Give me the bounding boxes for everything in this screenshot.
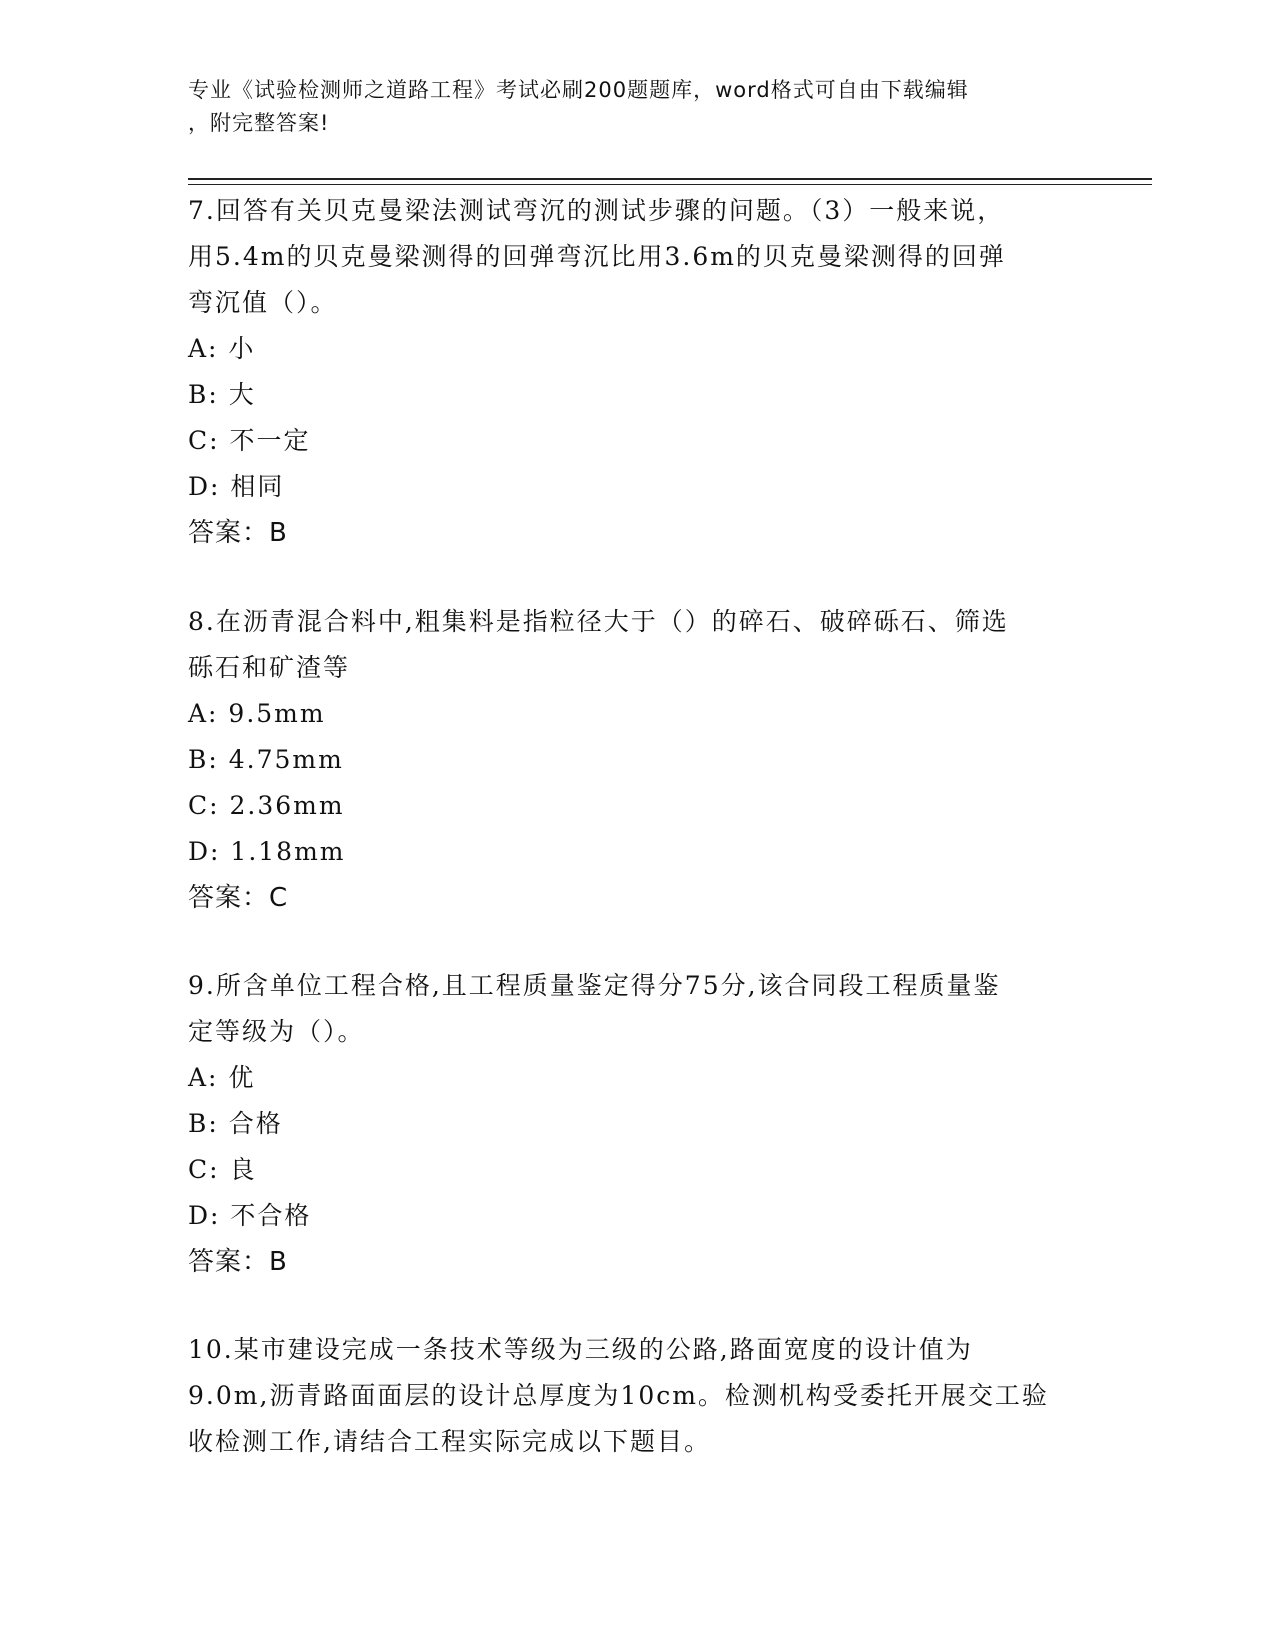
header-divider-thick: [188, 178, 1152, 180]
header-line-1: 专业《试验检测师之道路工程》考试必刷200题题库，word格式可自由下载编辑: [188, 78, 969, 102]
question-stem-line: 8.在沥青混合料中,粗集料是指粒径大于（）的碎石、破碎砾石、筛选: [188, 607, 1009, 636]
question-stem-line: 弯沉值（）。: [188, 288, 338, 317]
question-9: [188, 963, 1088, 1285]
question-stem-line: 收检测工作,请结合工程实际完成以下题目。: [188, 1427, 711, 1456]
question-stem-line: 用5.4m的贝克曼梁测得的回弹弯沉比用3.6m的贝克曼梁测得的回弹: [188, 242, 1006, 271]
question-stem-line: 10.某市建设完成一条技术等级为三级的公路,路面宽度的设计值为: [188, 1335, 973, 1364]
option-d: D: 不合格: [188, 1201, 312, 1230]
question-stem-line: 砾石和矿渣等: [188, 653, 351, 682]
header-divider-thin: [188, 184, 1152, 185]
question-stem-line: 7.回答有关贝克曼梁法测试弯沉的测试步骤的问题。（3）一般来说，: [188, 196, 1005, 225]
question-7: [188, 188, 1088, 556]
question-8: [188, 599, 1088, 921]
answer: 答案：B: [188, 518, 288, 548]
question-stem-line: 9.0m,沥青路面面层的设计总厚度为10cm。检测机构受委托开展交工验: [188, 1381, 1049, 1410]
question-10: [188, 1327, 1088, 1465]
option-c: C: 良: [188, 1155, 257, 1184]
header-line-2: ，附完整答案!: [188, 111, 330, 135]
option-c: C: 2.36mm: [188, 791, 345, 820]
option-b: B: 大: [188, 380, 256, 409]
question-stem-line: 定等级为（）。: [188, 1017, 365, 1046]
option-a: A: 小: [188, 334, 256, 363]
question-stem-line: 9.所含单位工程合格,且工程质量鉴定得分75分,该合同段工程质量鉴: [188, 971, 1001, 1000]
answer: 答案：C: [188, 883, 289, 913]
option-b: B: 合格: [188, 1109, 283, 1138]
option-d: D: 相同: [188, 472, 285, 501]
option-c: C: 不一定: [188, 426, 311, 455]
option-a: A: 优: [188, 1063, 256, 1092]
option-a: A: 9.5mm: [188, 699, 326, 728]
answer: 答案：B: [188, 1247, 288, 1277]
document-header: [188, 74, 1068, 140]
option-b: B: 4.75mm: [188, 745, 344, 774]
option-d: D: 1.18mm: [188, 837, 346, 866]
